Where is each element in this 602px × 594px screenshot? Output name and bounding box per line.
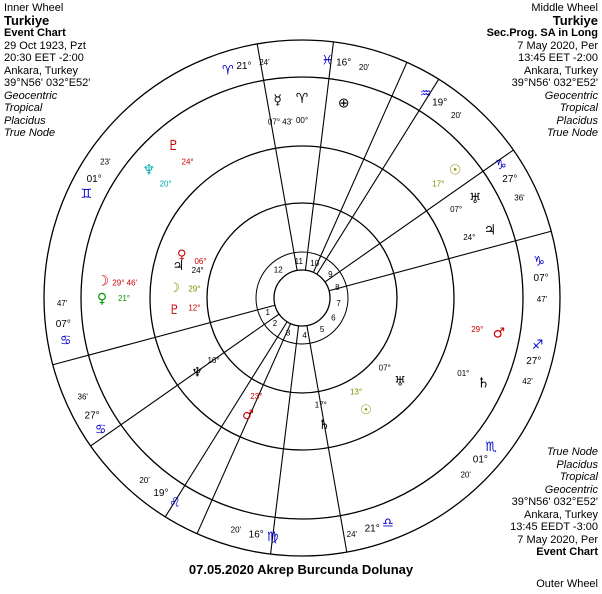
outer-wheel-setting: True Node bbox=[546, 446, 598, 458]
cancer-glyph: ♋ bbox=[94, 422, 107, 438]
planet-glyph-icon: ☿ bbox=[273, 92, 282, 109]
cusp-minutes: 23' bbox=[100, 157, 111, 167]
outer-wheel-setting: Placidus bbox=[556, 458, 598, 471]
planet-glyph-icon: ☽ bbox=[168, 280, 181, 296]
planet-glyph-icon: ♂ bbox=[492, 325, 506, 342]
planet-glyph-icon: ♀ bbox=[96, 291, 108, 307]
inner-wheel-name: Turkiye bbox=[4, 12, 50, 28]
cusp-degree: 01° bbox=[472, 454, 488, 466]
cusp-minutes: 20' bbox=[230, 525, 242, 535]
middle-wheel-setting: Placidus bbox=[556, 114, 598, 127]
cusp-minutes: 47' bbox=[56, 299, 68, 309]
wheel-ring bbox=[207, 203, 397, 393]
outer-wheel-label: Outer Wheel bbox=[536, 578, 598, 590]
house-number: 4 bbox=[302, 330, 307, 340]
middle-wheel-label: Middle Wheel bbox=[531, 2, 598, 14]
planet-glyph-icon: ⊕ bbox=[337, 95, 350, 112]
cusp-minutes: 24' bbox=[259, 57, 270, 67]
planet-glyph-icon: ♅ bbox=[394, 374, 406, 390]
cusp-degree: 19° bbox=[153, 488, 169, 500]
middle-wheel-setting: Geocentric bbox=[544, 89, 598, 102]
middle-wheel-date: 7 May 2020, Per bbox=[517, 39, 598, 52]
planet-degree: 07° 43' bbox=[267, 117, 293, 127]
planet-degree: 16° bbox=[207, 355, 220, 365]
aries-glyph: ♈ bbox=[222, 63, 234, 79]
inner-wheel-label: Inner Wheel bbox=[4, 2, 64, 14]
cusp-degree: 16° bbox=[336, 57, 352, 69]
planet-degree: 20° bbox=[159, 179, 172, 189]
outer-wheel-chart-type: Event Chart bbox=[536, 546, 598, 558]
scorpio-glyph: ♏ bbox=[485, 439, 497, 455]
cusp-minutes: 20' bbox=[139, 476, 150, 486]
planet-degree: 24° bbox=[463, 233, 476, 243]
planet-degree: 13° bbox=[349, 387, 363, 397]
planet-degree: 12° bbox=[188, 303, 201, 313]
inner-ring-planets bbox=[169, 248, 406, 433]
inner-wheel-place: Ankara, Turkey bbox=[4, 64, 78, 77]
planet-glyph-icon: ♃ bbox=[483, 222, 497, 239]
inner-wheel-setting: Placidus bbox=[4, 114, 46, 127]
planet-glyph-icon: ♀ bbox=[176, 248, 187, 264]
planet-glyph-icon: ♈ bbox=[295, 91, 309, 107]
house-number: 9 bbox=[328, 270, 333, 280]
planet-degree: 00° bbox=[295, 116, 309, 125]
middle-wheel-place: Ankara, Turkey bbox=[524, 64, 598, 77]
outer-wheel-setting: Tropical bbox=[559, 471, 598, 483]
inner-wheel-chart-type: Event Chart bbox=[4, 27, 66, 39]
pisces-glyph: ♓ bbox=[321, 53, 333, 69]
middle-wheel-name: Turkiye bbox=[552, 12, 598, 28]
cusp-minutes: 20' bbox=[451, 111, 462, 121]
cusp-degree: 16° bbox=[248, 529, 264, 541]
wheel-ring bbox=[81, 77, 523, 519]
house-cusp-line bbox=[329, 231, 551, 291]
wheel-ring bbox=[150, 146, 454, 450]
planet-degree: 17° bbox=[432, 179, 445, 189]
planet-glyph-icon: ☉ bbox=[448, 162, 462, 179]
leo-glyph: ♌ bbox=[168, 495, 181, 511]
planet-glyph-icon: ♇ bbox=[167, 137, 180, 154]
outer-wheel-setting: Geocentric bbox=[544, 483, 598, 496]
planet-degree: 24° bbox=[181, 157, 194, 167]
cusp-degree: 07° bbox=[533, 273, 549, 285]
cusp-degree: 27° bbox=[502, 174, 518, 185]
house-number: 5 bbox=[319, 325, 325, 335]
house-number: 7 bbox=[336, 299, 341, 309]
house-number: 2 bbox=[272, 319, 278, 329]
planet-degree: 29° bbox=[471, 324, 484, 334]
outer-wheel-place: Ankara, Turkey bbox=[524, 508, 598, 521]
house-cusp-line bbox=[53, 305, 275, 365]
house-number: 10 bbox=[310, 259, 320, 269]
libra-glyph: ♎ bbox=[382, 516, 394, 532]
house-number: 1 bbox=[265, 307, 270, 317]
planet-glyph-icon: ♄ bbox=[318, 418, 331, 434]
inner-wheel-setting: True Node bbox=[4, 127, 56, 139]
cusp-degree: 01° bbox=[86, 174, 102, 185]
planet-glyph-icon: ♆ bbox=[191, 365, 203, 381]
cusp-degree: 27° bbox=[526, 356, 542, 368]
cusp-degree: 07° bbox=[55, 319, 71, 331]
planet-glyph-icon: ♆ bbox=[142, 162, 156, 179]
gemini-glyph: ♊ bbox=[80, 186, 93, 202]
planet-glyph-icon: ♂ bbox=[242, 408, 254, 424]
cusp-degree: 27° bbox=[84, 410, 100, 422]
house-number: 8 bbox=[335, 283, 340, 293]
inner-wheel-setting: Geocentric bbox=[4, 89, 58, 102]
middle-wheel-time: 13:45 EET -2:00 bbox=[518, 52, 598, 64]
planet-degree: 29° 46' bbox=[112, 278, 138, 288]
planet-glyph-icon: ♃ bbox=[172, 258, 185, 274]
planet-glyph-icon: ☉ bbox=[360, 402, 372, 418]
planet-degree: 17° bbox=[314, 400, 327, 410]
virgo-glyph: ♍ bbox=[266, 530, 279, 546]
cusp-minutes: 20' bbox=[460, 470, 471, 480]
planet-degree: 01° bbox=[457, 369, 470, 379]
inner-wheel-coords: 39°N56' 032°E52' bbox=[4, 77, 91, 89]
planet-degree: 06° bbox=[194, 257, 207, 267]
outer-wheel-coords: 39°N56' 032°E52' bbox=[511, 496, 598, 508]
cusp-minutes: 24' bbox=[346, 529, 358, 539]
cusp-minutes: 47' bbox=[536, 295, 548, 304]
planet-glyph-icon: ☽ bbox=[96, 273, 110, 290]
planet-glyph-icon: ♅ bbox=[468, 191, 482, 207]
capricorn-glyph: ♑ bbox=[533, 254, 545, 270]
planet-degree: 29° bbox=[188, 284, 201, 294]
middle-wheel-setting: Tropical bbox=[559, 102, 598, 114]
middle-wheel-coords: 39°N56' 032°E52' bbox=[511, 77, 598, 89]
cusp-degree: 19° bbox=[432, 97, 448, 109]
cancer-glyph: ♋ bbox=[59, 333, 72, 349]
outer-wheel-time: 13:45 EEDT -3:00 bbox=[510, 521, 598, 533]
house-number: 12 bbox=[273, 265, 283, 275]
planet-degree: 24° bbox=[191, 266, 204, 276]
planet-degree: 07° bbox=[450, 205, 463, 214]
inner-wheel-time: 20:30 EET -2:00 bbox=[4, 52, 84, 64]
cusp-degree: 21° bbox=[236, 61, 252, 73]
aquarius-glyph: ♒ bbox=[419, 86, 432, 102]
middle-wheel-setting: True Node bbox=[546, 127, 598, 139]
chart-title: 07.05.2020 Akrep Burcunda Dolunay bbox=[188, 562, 414, 577]
sagittarius-glyph: ♐ bbox=[531, 337, 544, 353]
planet-degree: 23° bbox=[250, 391, 263, 401]
cusp-minutes: 36' bbox=[77, 392, 88, 402]
planet-glyph-icon: ♇ bbox=[168, 303, 181, 319]
house-number: 6 bbox=[331, 313, 336, 323]
planet-glyph-icon: ♄ bbox=[476, 375, 490, 392]
cusp-degree: 21° bbox=[364, 523, 380, 535]
capricorn-glyph: ♑ bbox=[495, 157, 507, 173]
cusp-minutes: 20' bbox=[358, 63, 370, 73]
cusp-minutes: 42' bbox=[522, 377, 533, 387]
house-number: 3 bbox=[285, 328, 291, 338]
planet-degree: 21° bbox=[117, 294, 131, 303]
middle-wheel-chart-type: Sec.Prog. SA in Long bbox=[486, 27, 598, 39]
cusp-minutes: 36' bbox=[514, 193, 525, 203]
house-number: 11 bbox=[294, 257, 303, 267]
planet-degree: 07° bbox=[378, 363, 391, 373]
inner-wheel-date: 29 Oct 1923, Pzt bbox=[4, 39, 86, 52]
inner-wheel-setting: Tropical bbox=[4, 102, 43, 114]
outer-wheel-date: 7 May 2020, Per bbox=[517, 533, 598, 546]
